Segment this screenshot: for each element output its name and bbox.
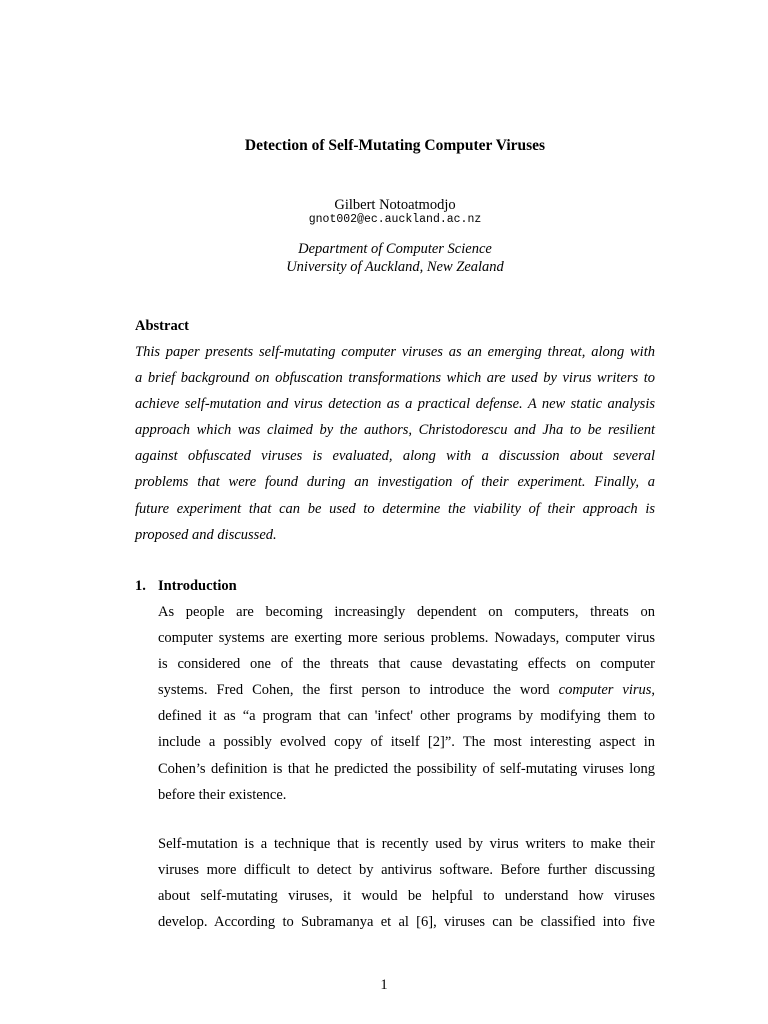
affiliation-department: Department of Computer Science [298, 241, 492, 257]
paragraph-line: Cohen’s definition is that he predicted the possibility of self-mutating viruses long [158, 760, 655, 777]
page-number: 1 [380, 977, 388, 993]
line-text: , [651, 682, 656, 699]
section-title: Introduction [158, 578, 237, 594]
abstract-line: problems that were found during an investigation of their experiment. Finally, a [135, 474, 655, 491]
paragraph-line: defined it as “a program that can 'infect' other programs by modifying them to [158, 708, 655, 725]
affiliation-university: University of Auckland, New Zealand [286, 259, 504, 275]
section-number: 1. [135, 578, 146, 594]
paragraph-line: about self-mutating viruses, it would be helpful to understand how viruses [158, 888, 655, 905]
abstract-body [135, 339, 655, 548]
intro-paragraph-2 [158, 831, 655, 935]
abstract-line: future experiment that can be used to determine the viability of their approach is [135, 500, 655, 517]
paragraph-line: include a possibly evolved copy of itself [2]”. The most interesting aspect in [158, 734, 655, 751]
line-text: systems. Fred Cohen, the first person to introduce the word [158, 682, 559, 699]
paragraph-line: computer systems are exerting more serious problems. Nowadays, computer virus [158, 630, 655, 647]
author-email: gnot002@ec.auckland.ac.nz [308, 213, 482, 226]
abstract-line: proposed and discussed. [135, 526, 277, 543]
emphasized-term: computer virus [558, 682, 652, 699]
paragraph-line-with-emphasis [158, 677, 655, 703]
abstract-line: achieve self-mutation and virus detection as a practical defense. A new static analysis [135, 396, 655, 413]
paragraph-line: is considered one of the threats that cause devastating effects on computer [158, 656, 655, 673]
abstract-line: against obfuscated viruses is evaluated, along with a discussion about several [135, 448, 655, 465]
intro-paragraph-1 [158, 599, 655, 808]
author-name: Gilbert Notoatmodjo [334, 197, 456, 213]
paper-title: Detection of Self-Mutating Computer Viruses [244, 137, 546, 154]
paragraph-line: Self-mutation is a technique that is recently used by virus writers to make their [158, 836, 655, 852]
paragraph-line: viruses more difficult to detect by antivirus software. Before further discussing [158, 862, 655, 879]
paragraph-line: develop. According to Subramanya et al [6], viruses can be classified into five [158, 914, 655, 931]
abstract-line: a brief background on obfuscation transformations which are used by virus writers to [135, 370, 655, 387]
abstract-heading: Abstract [135, 318, 189, 334]
abstract-line: This paper presents self-mutating computer viruses as an emerging threat, along with [135, 344, 655, 360]
abstract-line: approach which was claimed by the authors, Christodorescu and Jha to be resilient [135, 422, 655, 439]
paragraph-line: As people are becoming increasingly dependent on computers, threats on [158, 604, 655, 620]
paragraph-line: before their existence. [158, 786, 287, 803]
